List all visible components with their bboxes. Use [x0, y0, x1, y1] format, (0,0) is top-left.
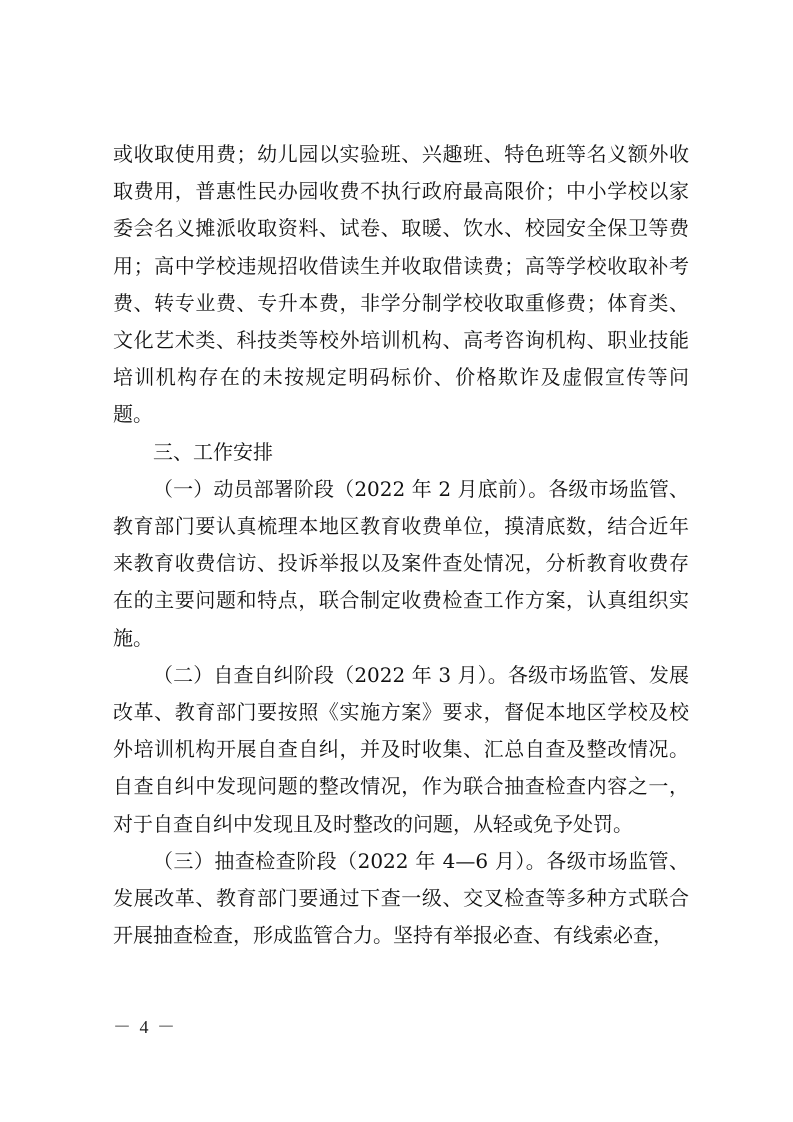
document-body: [113, 136, 689, 954]
section-heading: 三、工作安排: [153, 439, 273, 464]
paragraph-phase-2: （二）自查自纠阶段（2022 年 3 月）。各级市场监管、发展改革、教育部门要按照《实施方案》要求，督促本地区学校及校外培训机构开展自查自纠，并及时收集、汇总自查及整改情况。自查自纠中发现问题的整改情况，作为联合抽查检查内容之一，对于自查自纠中发现且及时整改的问题，从轻或免予处罚。: [113, 662, 689, 836]
paragraph-phase-1: （一）动员部署阶段（2022 年 2 月底前）。各级市场监管、教育部门要认真梳理本地区教育收费单位，摸清底数，结合近年来教育收费信访、投诉举报以及案件查处情况，分析教育收费存在的主要问题和特点，联合制定收费检查工作方案，认真组织实施。: [113, 476, 689, 650]
paragraph-phase-3: （三）抽查检查阶段（2022 年 4—6 月）。各级市场监管、发展改革、教育部门要通过下查一级、交叉检查等多种方式联合开展抽查检查，形成监管合力。坚持有举报必查、有线索必查，: [113, 848, 689, 948]
paragraph-continued: 或收取使用费；幼儿园以实验班、兴趣班、特色班等名义额外收取费用，普惠性民办园收费不执行政府最高限价；中小学校以家委会名义摊派收取资料、试卷、取暖、饮水、校园安全保卫等费用；高中学校违规招收借读生并收取借读费；高等学校收取补考费、转专业费、专升本费，非学分制学校收取重修费；体育类、文化艺术类、科技类等校外培训机构、高考咨询机构、职业技能培训机构存在的未按规定明码标价、价格欺诈及虚假宣传等问题。: [113, 142, 689, 427]
page-number: － 4 －: [113, 1017, 177, 1037]
